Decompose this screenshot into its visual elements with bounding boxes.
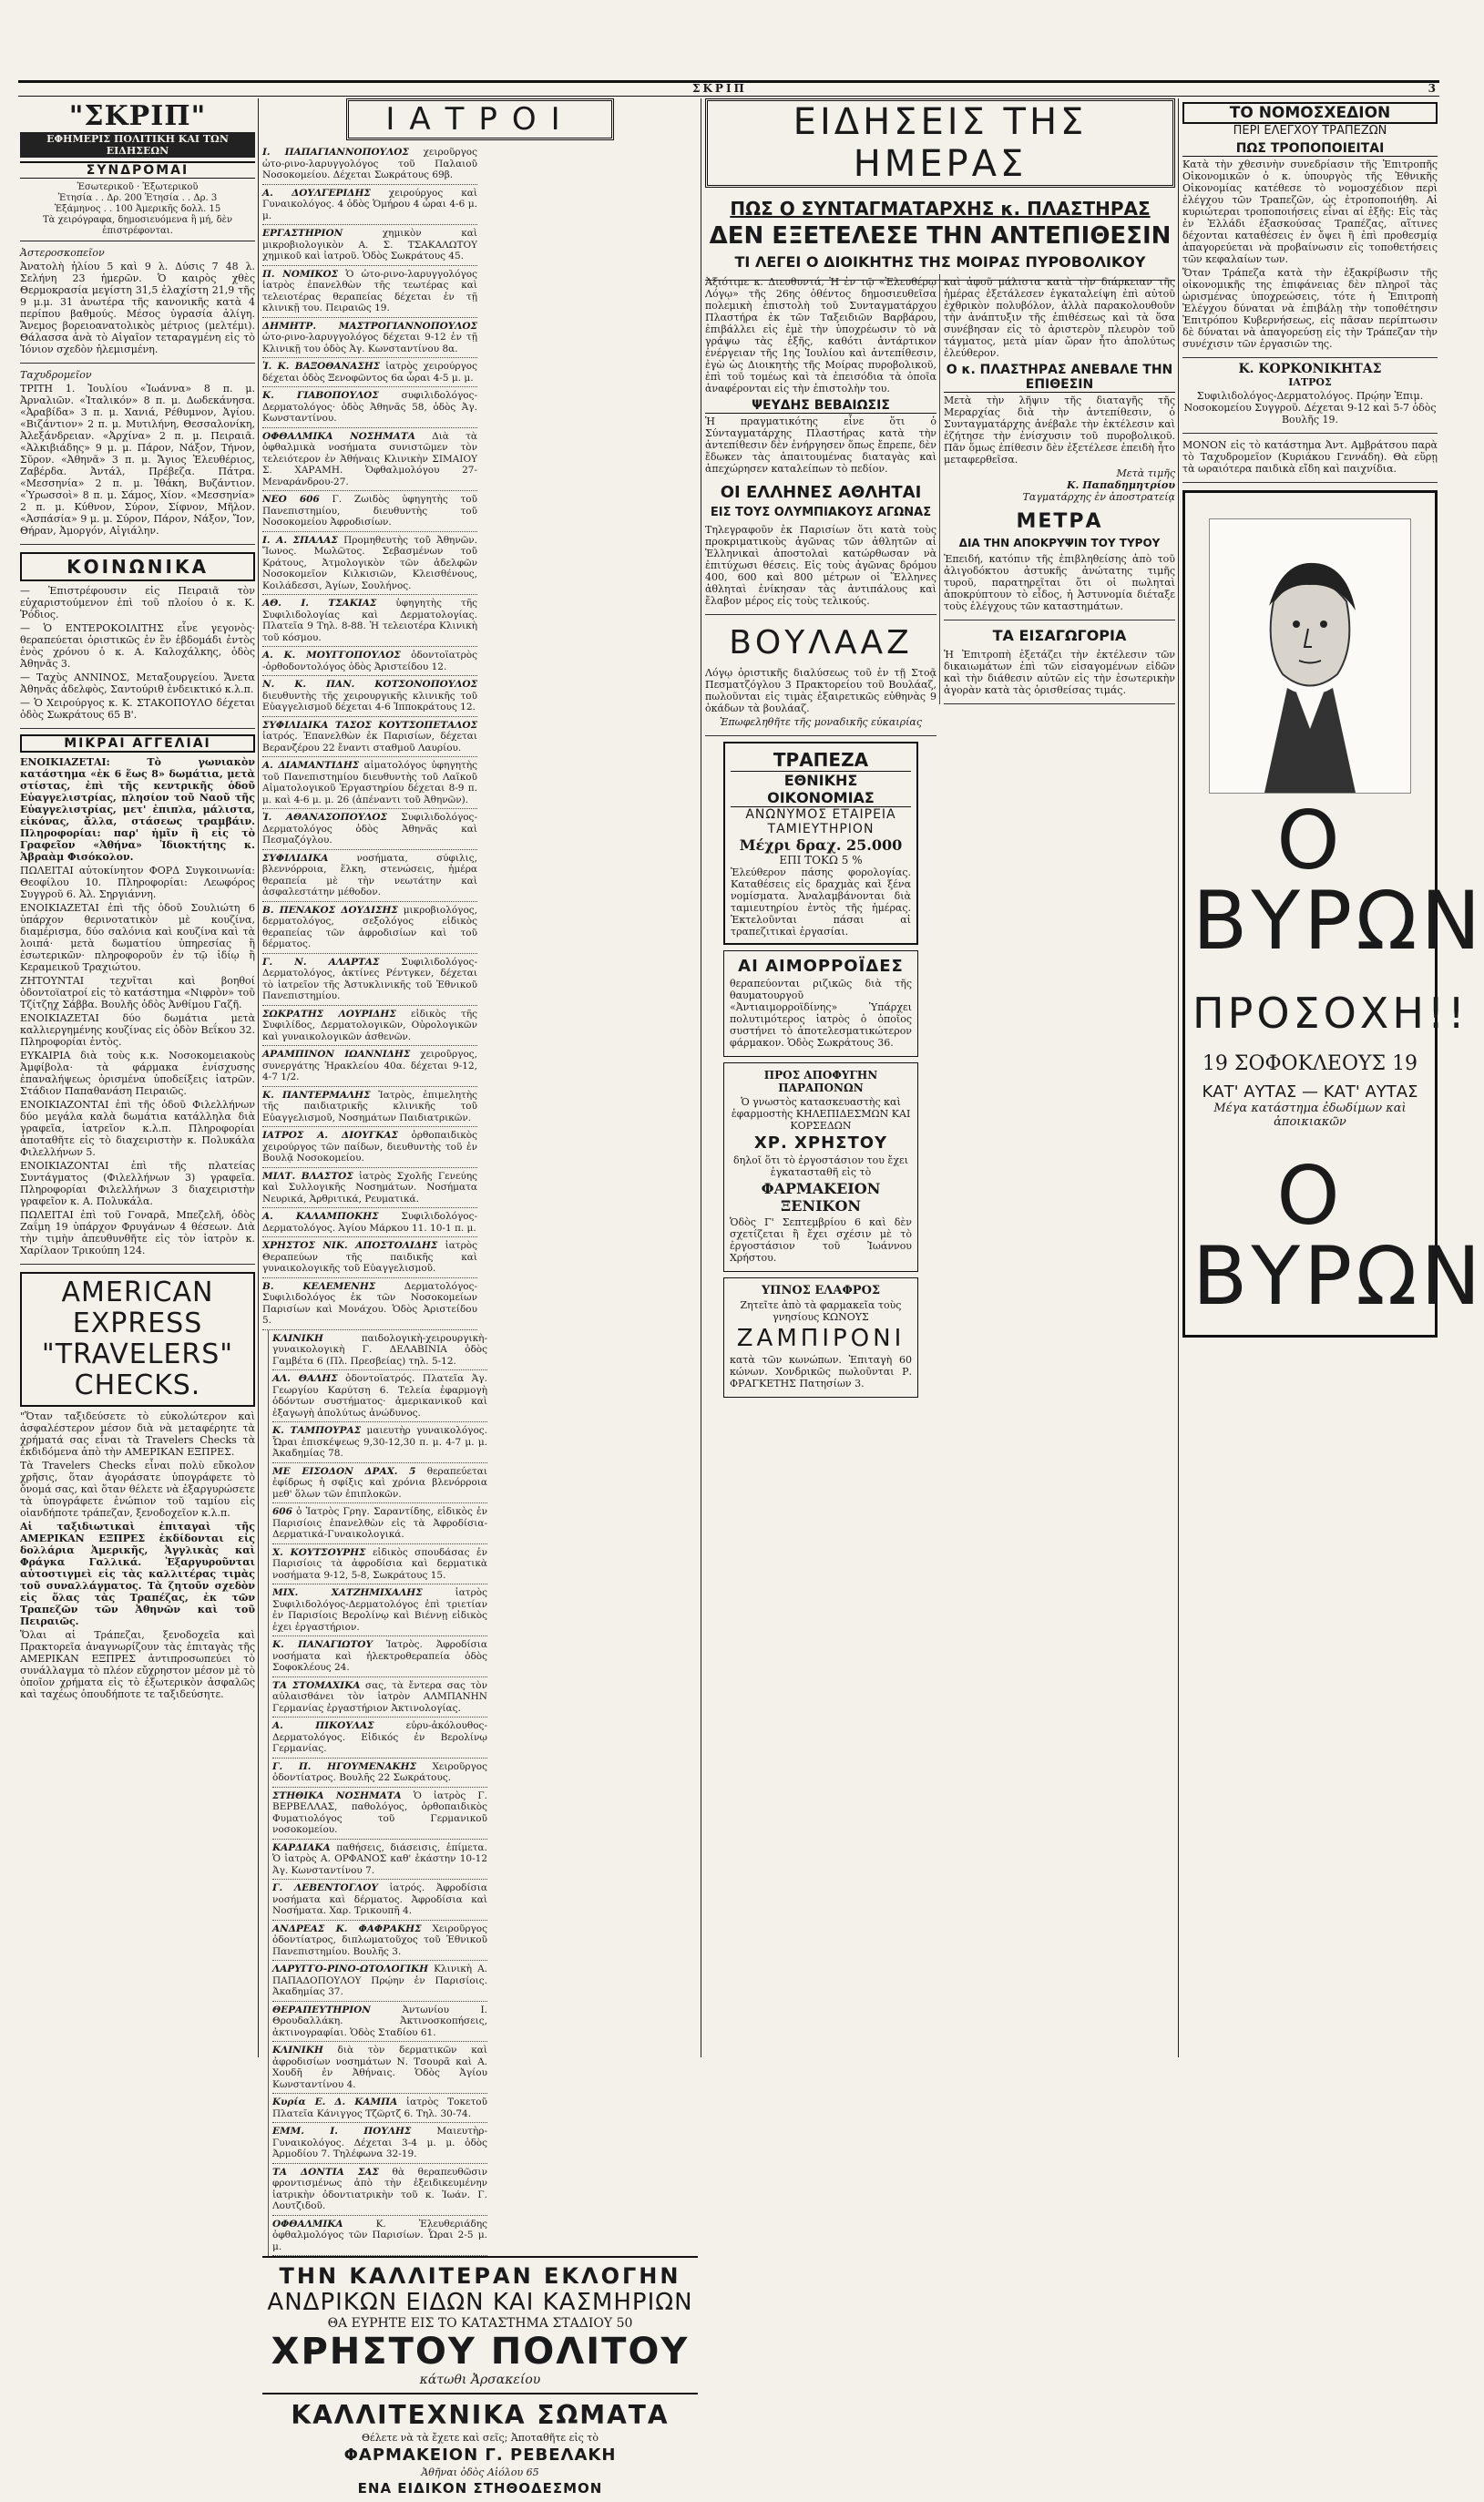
doctor-listing [262, 1127, 477, 1168]
doctor-details: χειροῦργος, συνεργάτης Ἡρακλείου 40α. δέχεται 9-12, 4-7 1/2. [262, 1049, 477, 1082]
doctor-name: ΝΕΟ 606 [262, 494, 320, 505]
byron-name: Ο ΒΥΡΩΝ [1192, 794, 1484, 968]
doctor-name: Κυρία Ε. Δ. ΚΑΜΠΑ [272, 2097, 398, 2107]
xristou-text: Ὁ γνωστὸς κατασκευαστὴς καὶ ἐφαρμοστὴς ΚΗΛΕΠΙΔΕΣΜΩΝ ΚΑΙ ΚΟΡΣΕΔΩΝ [731, 1095, 911, 1132]
doctor-listing [272, 2216, 487, 2257]
classified-item: ΖΗΤΟΥΝΤΑΙ τεχνῖται καὶ βοηθοί ὀδοντοϊατροί εἰς τὸ κατάστημα «Νιφρὸν» τοῦ Τζίτζηχ Σάββα. Βουλῆς ὁδὸς Ἀνθίμου Γαζῆ. [20, 975, 255, 1010]
portrait-icon [1210, 519, 1410, 793]
doctor-name: Χ. ΚΟΥΤΣΟΥΡΗΣ [272, 1546, 366, 1558]
doctor-name: Ἰ. Κ. ΒΑΞΟΘΑΝΑΣΗΣ [262, 361, 381, 372]
doctor-listing [262, 1168, 477, 1209]
doctor-details: θὰ θεραπευθῶσιν φροντισμένως ἀπὸ τὴν ἐξειδικευμένην ἰατρικὴν ὀδοντιατρικὴν τοῦ κ. Ἰωάν. Γ. Λουτζιδοῦ. [272, 2166, 487, 2211]
eisagoria-text: Ἡ Ἐπιτροπὴ ἐξετάζει τὴν ἐκτέλεσιν τῶν δικαιωμάτων ἐπὶ τῶν εἰσαγομένων εἰδῶν καὶ τὴν διάθεσιν αὐτῶν εἰς τὴν ἐσωτερικὴν ἀγορὰν κατὰ τὰς ὁρισθείσας τιμάς. [944, 648, 1175, 696]
xristou-pharmacy: ΦΑΡΜΑΚΕΙΟΝ ΞΕΝΙΚΟΝ [761, 1179, 881, 1215]
doctor-name: ΣΩΚΡΑΤΗΣ ΛΟΥΡΙΔΗΣ [262, 1008, 396, 1020]
zampironi-name: ΖΑΜΠΙΡΟΝΙ [736, 1324, 906, 1352]
monon-text: ΜΟΝΟΝ εἰς τὸ κατάστημα Ἀντ. Αμβράτσου παρὰ τὸ Ταχυδρομεῖον (Κυριάκου Γεννάδη). Θὰ εὕρῃ τὰ ωραιότερα παιδικὰ εἴδη καὶ παιχνίδια. [1182, 439, 1438, 475]
doctor-details: ἰατρὸς Σχολῆς Γενεύης καὶ Συλλογικῆς Νοσημάτων. Νοσήματα Νευρικά, Ἀρθριτικά, Ρευματικά. [262, 1170, 477, 1205]
article-section-title: Ο κ. ΠΛΑΣΤΗΡΑΣ ΑΝΕΒΑΛΕ ΤΗΝ ΕΠΙΘΕΣΙΝ [944, 363, 1175, 393]
doctors-listing [262, 144, 698, 2252]
doctor-details: ἰατρός. Ἐπανελθὼν ἐκ Παρισίων, δέχεται Βερανζέρου 22 ἔναντι σταθμοῦ Λαυρίου. [262, 731, 477, 754]
running-header-title: ΣΚΡΙΠ [692, 82, 747, 95]
doctor-name: ΧΡΗΣΤΟΣ ΝΙΚ. ΑΠΟΣΤΟΛΙΔΗΣ [262, 1240, 438, 1251]
doctor-listing [272, 1677, 487, 1718]
signature: Μετὰ τιμῆς [1116, 467, 1175, 480]
revelaki-title: ΚΑΛΛΙΤΕΧΝΙΚΑ ΣΩΜΑΤΑ [291, 2400, 670, 2430]
doctor-listing [262, 144, 477, 185]
column-right [1182, 98, 1484, 1338]
classified-item: ΕΝΟΙΚΙΑΖΕΤΑΙ δύο δωμάτια μετὰ καλλιεργημένης κουζίνας εἰς ὁδὸν Βεΐκου 32. Πληροφορίαι ἐντὸς. [20, 1012, 255, 1048]
doctor-listing [272, 2123, 487, 2164]
metra-text: Ἐπειδή, κατόπιν τῆς ἐπιβληθείσης ἀπὸ τοῦ ἀλιγοδόκτου ἀστυκῆς ἀνώτατης τιμῆς τυροῦ, παρατηρεῖται ὅτι οἱ πωληταὶ ἀποκρύπτουν τὸ εἶδος, ἡ Ἀστυνομία διέταξε τοὺς ἐλέγχους τῶν καταστημάτων. [944, 553, 1175, 613]
doctor-details: Χειροῦργος ὀδοντίατρος. Βουλῆς 22 Σωκράτους. [272, 1760, 487, 1783]
masthead-subtitle: ΕΦΗΜΕΡΙΣ ΠΟΛΙΤΙΚΗ ΚΑΙ ΤΩΝ ΕΙΔΗΣΕΩΝ [20, 132, 255, 158]
amex-text: Ὅλαι αἱ Τράπεζαι, ξενοδοχεῖα καὶ Πρακτορεῖα ἀναγνωρίζουν τὰς ἐπιταγὰς τῆς ΑΜΕΡΙΚΑΝ ΕΞΠΡΕΣ ἀντιπροσωπεύει τὸ συνάλλαγμα τὸ πλέον εὔχρηστον μέσον μὲ τὸ ὁποῖον χρήματα εἰς τὸ ἐξωτερικὸν ἀσφαλῶς καὶ ταχέως ὁπουδήποτε τε ταξιδεύσητε. [20, 1629, 255, 1700]
doctor-details: ἰατρὸς Τοκετοῦ Πλατεῖα Κάνιγγος Τζῶρτζ 6. Τηλ. 30-74. [272, 2097, 487, 2119]
classified-item: ΕΝΟΙΚΙΑΖΟΝΤΑΙ ἐπὶ τῆς πλατείας Συντάγματος (Φιλελλήνων 3) γραφεῖα. Πληροφορίαι Φιλελλήνων 3 διαχειριστὴν γραφεῖον κ. Α. Πολυκάλα. [20, 1160, 255, 1207]
doctor-details: χειρούργος καὶ Γυναικολόγος. 4 ὁδὸς Ὁμήρου 4 ὧραι 4-6 μ. μ. [262, 187, 477, 221]
doctor-listing [262, 532, 477, 596]
doctor-details: Ὁ ἰατρὸς Γ. ΒΕΡΒΕΛΛΑΣ, παθολόγος, ὀρθοπαιδικὸς Φυματιολόγος τοῦ Γερμανικοῦ νοσοκομείου. [272, 1789, 488, 1835]
article-headline: ΔΕΝ ΕΞΕΤΕΛΕΣΕ ΤΗΝ ΑΝΤΕΠΙΘΕΣΙΝ [709, 222, 1172, 250]
doctor-details: ἰατρὸς χειρούργος δέχεται ὁδὸς Ξενοφῶντος 6α ὧραι 4-5 μ. μ. [262, 361, 477, 384]
doctor-name: ΕΡΓΑΣΤΗΡΙΟΝ [262, 228, 343, 239]
doctor-listing [262, 1237, 477, 1278]
doctor-listing [272, 1503, 487, 1544]
olympic-article [705, 477, 936, 615]
doctor-details: Κλινικὴ Α. ΠΑΠΑΔΟΠΟΥΛΟΥ Πρῴην ἐν Παρισίοις. Ἀκαδημίας 37. [272, 1964, 488, 1997]
page-top-rule [18, 80, 1439, 97]
doctor-listing [262, 491, 477, 532]
doctors-header [262, 98, 698, 140]
doctor-name: Α. ΔΙΑΜΑΝΤΙΔΗΣ [262, 760, 360, 771]
doctor-details: Ἰατρὸς, ἐπιμελητὴς τῆς παιδιατρικῆς κλινικῆς τοῦ Εὐαγγελισμοῦ, Νοσημάτων Παιδιατρικῶν. [262, 1089, 477, 1123]
weather-label: Ἀστεροσκοπεῖον [20, 247, 105, 259]
doctor-details: μαιευτὴρ γυναικολόγος. Ὧραι ἐπισκέψεως 9,30-12,30 π. μ. 4-7 μ. μ. Ἀκαδημίας 78. [272, 1425, 487, 1459]
amex-text: "Ὅταν ταξιδεύσετε τὸ εὐκολώτερον καὶ ἀσφαλέστερον μέσον διὰ νὰ μεταφέρητε τὰ χρήματά σας εἶναι τὰ Travelers Checks τὰ ἐκδιδόμενα ἀπὸ τὴν ΑΜΕΡΙΚΑΝ ΕΞΠΡΕΣ. [20, 1410, 255, 1458]
classifieds-block [20, 729, 255, 1265]
byron-description: Μέγα κατάστημα ἐδωδίμων καὶ ἀποικιακῶν [1213, 1102, 1407, 1129]
voulaz-ad [705, 615, 936, 736]
doctor-listing [272, 1370, 487, 1422]
politou-line: κάτωθι Ἀρσακείου [419, 2373, 541, 2387]
doctor-listing [272, 1584, 487, 1636]
doctor-name: ΣΤΗΘΙΚΑ ΝΟΣΗΜΑΤΑ [272, 1789, 402, 1801]
doctor-listing [262, 1208, 477, 1237]
koinonika-title: ΚΟΙΝΩΝΙΚΑ [20, 552, 255, 581]
nomos-text: Ὅταν Τράπεζα κατὰ τὴν ἐξακρίβωσιν τῆς οἰκονομικῆς της ἐπιφάνειας δὲν πληροῖ τὰς ὡρισμένας ὑποχρεώσεις, τότε ἡ Ἐπιτροπὴ Ἐλέγχου δύναται νὰ ἐπιβάλῃ τὴν τοποθέτησιν Ἐπιτρόπου Κυβερνήσεως, εἰς πᾶσαν περίπτωσιν δὲ δύναται νὰ ἀπαγορεύσῃ εἰς τὴν Τράπεζαν τὴν συνέχισιν τῶν ἐργασιῶν της. [1182, 267, 1438, 350]
classified-item: ΠΩΛΕΙΤΑΙ αὐτοκίνητον ΦΟΡΔ Συγκοινωνία: Θεοφίλου 10. Πληροφορίαι: Λεωφόρος Συγγροῦ 6. Ἀλ. Σηργιάννη. [20, 865, 255, 900]
bank-line: ΤΡΑΠΕΖΑ [773, 748, 869, 771]
doctor-listing [262, 358, 477, 387]
column-rule [1178, 98, 1179, 2057]
doctor-name: Ν. Κ. ΠΑΝ. ΚΟΤΣΟΝΟΠΟΥΛΟΣ [262, 679, 477, 690]
doctor-name: ΑΡΑΜΠΙΝΟΝ ΙΩΑΝΝΙΔΗΣ [262, 1049, 411, 1060]
doctor-details: ἰατρὸς Συφιλιδολόγος-Δερματολόγος ἐπὶ τριετίαν ἐν Παρισίοις Βερολίνῳ καὶ Βιέννῃ εἰδικὸς ἐχει ἐργαστήριον. [272, 1587, 487, 1633]
subscriptions-title: ΣΥΝΔΡΟΜΑΙ [20, 161, 255, 179]
doctor-listing [272, 1463, 487, 1504]
doctor-name: ΑΘ. Ι. ΤΣΑΚΙΑΣ [262, 598, 377, 609]
doctor-listing [262, 717, 477, 758]
doctor-name: Γ. Π. ΗΓΟΥΜΕΝΑΚΗΣ [272, 1760, 417, 1772]
doctor-details: διευθυντὴς τῆς χειρουργικῆς κλινικῆς τοῦ Εὐαγγελισμοῦ δέχεται 4-6 Ἱπποκράτους 12. [262, 690, 477, 713]
doctor-listing [272, 1718, 487, 1759]
doctor-name: Κ. ΓΙΑΒΟΠΟΥΛΟΣ [262, 390, 379, 401]
doctor-listing [272, 2002, 487, 2043]
column-doctors [262, 98, 698, 2502]
doctor-name: Ἰ. ΑΘΑΝΑΣΟΠΟΥΛΟΣ [262, 812, 387, 823]
voulaz-title: ΒΟΥΛΑΑΖ [729, 623, 913, 661]
aimorroides-title: ΑΙ ΑΙΜΟΡΡΟΪΔΕΣ [738, 956, 904, 976]
amex-title-line: "TRAVELERS" CHECKS. [41, 1338, 234, 1401]
classified-item: ΠΩΛΕΙΤΑΙ ἐπὶ τοῦ Γοναρᾶ, Μπεζελῆ, ὁδὸς Ζαΐμη 19 ὑπάρχον Φρυγάνων 4 θέσεων. Διὰ τὴν τιμὴν ἀπευθυνθῆτε εἰς τὸν ἰατρὸν κ. Χαρίλαον Τρικούπη 124. [20, 1209, 255, 1256]
doctor-name: ΚΛΙΝΙΚΗ [272, 1332, 323, 1344]
doctor-details: Συφιλιδολόγος-Δερματολόγος ὁδὸς Ἀθηνᾶς καὶ Πεσμαζόγλου. [262, 812, 477, 846]
doctor-details: συφιλιδολόγος-Δερματολόγος· ὁδὸς Ἀθηνᾶς 58, ὁδὸς Ἀγ. Κωνσταντίνου. [262, 390, 477, 424]
doctor-details: θεραπεύεται ἐφίδρως ἡ σφίξις καὶ χρόνια βλενόρροια μεθ' ὅλων τῶν ἐπιπλοκῶν. [272, 1465, 488, 1500]
doctor-details: ὀδοντοϊατρὸς -ὀρθοδοντολόγος ὁδὸς Ἀριστείδου 12. [262, 650, 477, 672]
doctor-details: Συφιλιδολόγος-Δερματολόγος, ἀκτίνες Ρέντγκεν, δέχεται τὸ ἰατρεῖον τῆς Ἀστυκλινικῆς τοῦ Ἐθνικοῦ Πανεπιστημίου. [262, 956, 477, 1001]
doctor-name: ΕΜΜ. Ι. ΠΟΥΛΗΣ [272, 2126, 412, 2137]
doctor-listing [262, 647, 477, 676]
doctor-details: εὐρυ-ἀκόλουθος-Δερματολόγος. Εἰδικός ἐν Βερολίνῳ Γερμανίας. [272, 1720, 487, 1754]
doctor-details: σας, τὰ ἔντερα σας τὸν αὐλαισθάνει τὸν ἰατρὸν ΑΛΜΠΑΝΗΝ Γερμανίας ἐργαστήριον Ἀκτινολογίας. [272, 1679, 487, 1714]
doctors-title: ΙΑΤΡΟΙ [346, 98, 613, 140]
doctor-name: ΜΕ ΕΙΣΟΔΟΝ ΔΡΑΧ. 5 [272, 1465, 416, 1477]
korkonikitas-name: Κ. ΚΟΡΚΟΝΙΚΗΤΑΣ [1238, 362, 1382, 376]
byron-slogan: ΚΑΤ' ΑΥΤΑΣ — ΚΑΤ' ΑΥΤΑΣ [1202, 1082, 1418, 1102]
doctor-name: ΤΑ ΔΟΝΤΙΑ ΣΑΣ [272, 2166, 379, 2178]
subs-line: Ἑξάμηνος . . 100 Ἀμερικῆς δολλ. 15 [54, 204, 221, 214]
article-text: καὶ ἀφοῦ μάλιστα κατὰ τὴν διάρκειαν τῆς ἡμέρας ἐξετάλεσεν ἐγκαταλείψη ἐπὶ αὐτοῦ ἐχθρικὸν πολυβόλον, ἀλλὰ παρακολουθοῦν τὴν ἀνάπτυξιν τῆς ἐπιθέσεως καὶ τὰ ὅσα συνέβησαν εἰς τὸ ἀριστερὸν πλευρὸν τοῦ τάγματος, μετὰ μίαν ὥραν ἦτο ἀπολύτως ἐλεύθερον. [944, 276, 1175, 360]
mail-block [20, 364, 255, 545]
doctor-listing [272, 1544, 487, 1585]
xristou-title: ΠΡΟΣ ΑΠΟΦΥΓΗΝ ΠΑΡΑΠΟΝΩΝ [763, 1068, 878, 1094]
doctor-name: Α. Κ. ΜΟΥΓΓΟΠΟΥΛΟΣ [262, 650, 401, 661]
doctor-details: Διὰ τὰ ὀφθαλμικὰ νοσήματα συνιστῶμεν τὸν τελειότερον ἐν Ἀθήναις Κλινικὴν ΣΙΜΑΙΟΥ Σ. ΧΑΡΑΜΗ. Ὁφθαλμολόγου 27-Μεναράνδρου-27. [262, 430, 478, 487]
politou-ad [262, 2256, 698, 2393]
doctor-listing [272, 1330, 487, 1371]
doctor-details: Προμηθευτὴς τοῦ Ἀθηνῶν. Ἴωνος. Μωλῶτος. Σεβασμένων τοῦ Κράτους, Ἀτμολογικὸν τῶν ἀδελφῶν Νοσοκομεῖον Κιλκισιῶν, Κλεισθένους, Κοιλάδεσσι, Ἀγίων, Σουλήνος. [262, 534, 478, 591]
koinonika-item: — Ὁ ΕΝΤΕΡΟΚΟΙΛΙΤΗΣ εἶνε γεγονὸς· θεραπεύεται ὁριστικῶς ἐν ἓν ἑβδομάδι ἐντὸς ἐνὸς χρόνου ὁ κ. Α. Καλοχάλκης, ὁδὸς Ἀθηνᾶς 3. [20, 622, 255, 670]
doctor-name: ΜΙΛΤ. ΒΛΑΣΤΟΣ [262, 1170, 353, 1182]
article-text: Μετὰ τὴν λῆψιν τῆς διαταγῆς τῆς Μεραρχίας διὰ τὴν ἀντεπίθεσιν, ὁ Συνταγματάρχης ἀνέβαλε τὴν ἐκτέλεσιν καὶ ἐζήτησε τὴν ἐνίσχυσιν τοῦ πυροβολικοῦ. Πᾶν ὅμως ἐπίθεσιν δὲν ἐξετέλεσε ἐπειδὴ ἦτο μεταφερθεῖσα. [944, 395, 1175, 467]
doctor-listing [272, 1422, 487, 1463]
koinonika-item: — Ὁ Χειρούργος κ. Κ. ΣΤΑΚΟΠΟΥΛΟ δέχεται ὁδὸς Σωκράτους 65 Β'. [20, 697, 255, 721]
olympic-headline: ΟΙ ΕΛΛΗΝΕΣ ΑΘΛΗΤΑΙ [720, 483, 922, 503]
doctor-listing [272, 1759, 487, 1788]
doctor-listing [262, 318, 477, 359]
monon-ad [1182, 434, 1438, 483]
eisagoria-headline: ΤΑ ΕΙΣΑΓΩΓΟΡΙΑ [992, 627, 1127, 645]
news-title: ΕΙΔΗΣΕΙΣ ΤΗΣ ΗΜΕΡΑΣ [705, 98, 1175, 188]
doctor-details: διὰ τὸν δερματικῶν καὶ ἀφροδισίων νοσημάτων Ν. Τσουρᾶ καὶ Α. Χουδῆ ἐν Ἀθήναις. Ὁδὸς Ἀγίου Κωνσταντίνου 4. [272, 2045, 488, 2090]
korkonikitas-sub: ΙΑΤΡΟΣ [1288, 376, 1332, 388]
subs-line: Ἐσωτερικοῦ · Ἐξωτερικοῦ [77, 182, 199, 192]
doctor-listing [272, 2094, 487, 2123]
doctor-name: ΟΦΘΑΛΜΙΚΑ [272, 2218, 343, 2230]
doctor-details: παθήσεις, διάσεισις, ἐπίμετα. Ὁ ἰατρὸς Α. ΟΡΦΑΝΟΣ καθ' ἑκάστην 10-12 Ἀγ. Κωνσταντίνου 7. [272, 1841, 487, 1876]
doctor-listing [262, 266, 477, 318]
doctors-subcolumn-right [268, 1330, 487, 2257]
bank-line: ΑΝΩΝΥΜΟΣ ΕΤΑΙΡΕΙΑ [745, 806, 896, 822]
doctor-name: ΚΛΙΝΙΚΗ [272, 2045, 323, 2056]
column-rule [258, 98, 259, 2057]
article-headline: ΠΩΣ Ο ΣΥΝΤΑΓΜΑΤΑΡΧΗΣ κ. ΠΛΑΣΤΗΡΑΣ [730, 198, 1151, 220]
aimorroides-ad [723, 950, 918, 1057]
weather-block [20, 241, 255, 364]
olympic-subhead: ΕΙΣ ΤΟΥΣ ΟΛΥΜΠΙΑΚΟΥΣ ΑΓΩΝΑΣ [710, 505, 932, 519]
revelaki-ad [262, 2393, 698, 2502]
metra-headline: ΜΕΤΡΑ [1016, 510, 1103, 534]
doctor-name: ΚΑΡΔΙΑΚΑ [272, 1841, 331, 1853]
doctor-listing [272, 1788, 487, 1840]
doctor-name: Β. ΚΕΛΕΜΕΝΗΣ [262, 1280, 376, 1292]
classified-item: ΕΝΟΙΚΙΑΖΟΝΤΑΙ ἐπὶ τῆς ὁδοῦ Φιλελλήνων δύο μεγάλα καλὰ δωμάτια κατάλληλα διὰ γραφεῖα, ἰατρεῖον κ.λ.π. Πληροφορίαι ἀποταθῆτε εἰς τὸ διαχειριστὴν κ. Πολυκάλα Φιλελλήνων 5. [20, 1099, 255, 1158]
doctor-listing [262, 850, 477, 902]
article-subhead: ΤΙ ΛΕΓΕΙ Ο ΔΙΟΙΚΗΤΗΣ ΤΗΣ ΜΟΙΡΑΣ ΠΥΡΟΒΟΛΙΚΟΥ [734, 252, 1146, 271]
column-news [705, 98, 1175, 1403]
metra-subhead: ΔΙΑ ΤΗΝ ΑΠΟΚΡΥΨΙΝ ΤΟΥ ΤΥΡΟΥ [958, 536, 1161, 549]
doctor-listing [262, 1087, 477, 1128]
doctor-listing [272, 1921, 487, 1962]
nomos-article [1182, 98, 1438, 358]
byron-address: 19 ΣΟΦΟΚΛΕΟΥΣ 19 [1202, 1052, 1418, 1075]
zampironi-title: ΥΠΝΟΣ ΕΛΑΦΡΟΣ [761, 1283, 881, 1297]
zampironi-ad [723, 1277, 918, 1398]
article-text: Ἡ πραγματικότης εἶνε ὅτι ὁ Σύνταγματάρχης Πλαστήρας κατὰ τὴν ἀντεπίθεσιν δὲν ἐνήργησεν ὅπως ἔπρεπε, δὲν ἔδωκεν τὰς ἀπαιτουμένας διαταγὰς καὶ ἀπεχώρησεν καταλείπων τὸ πεδίον. [705, 415, 936, 476]
doctor-details: ὀρθοπαιδικὸς χειρούργος τῶν παίδων, διευθυντὴς τοῦ ἐν Βουλᾷ Νοσοκομείου. [262, 1130, 477, 1164]
koinonika-block [20, 545, 255, 729]
doctors-subcolumn-left [262, 144, 477, 1330]
doctor-listing [262, 387, 477, 428]
page-number: 3 [1428, 82, 1436, 95]
byron-portrait [1209, 518, 1411, 794]
doctor-listing [272, 1840, 487, 1881]
classified-item: ΕΝΟΙΚΙΑΖΕΤΑΙ: Τὸ γωνιακὸν κατάστημα «ἐκ 6 ἕως 8» δωμάτια, μετὰ στίστας, ἐπὶ τῆς κεντρικῆς ὁδοῦ Εὐαγγελιστρίας, πλησίον τοῦ Ναοῦ τῆς Εὐαγγελιστρίας, μετ' ἐπιπλα, μάλιστα, εἰκόνας, ἄλλα, στάσεως τραμβάιν. Πληροφορίαι: παρ' ἡμῖν ἢ εἰς τὸ Γραφεῖον «Ἀθήνα» Ἰδιοκτήτης κ. Ἀβραὰμ Φισόκολον. [20, 756, 255, 863]
doctor-listing [262, 809, 477, 850]
doctor-details: Μαιευτὴρ-Γυναικολόγος. Δέχεται 3-4 μ. μ. ὁδὸς Ἀρμοδίου 7. Τηλέφωνα 32-19. [272, 2126, 487, 2159]
metra-article [944, 503, 1175, 620]
doctor-listing [262, 428, 477, 492]
byron-ad [1182, 490, 1484, 1338]
byron-name: Ο ΒΥΡΩΝ [1192, 1149, 1484, 1323]
doctor-listing [262, 225, 477, 266]
doctor-listing [262, 757, 477, 809]
korkonikitas-text: Συφιλιδολόγος-Δερματολόγος. Πρῴην Ἐπιμ. Νοσοκομείου Συγγροῦ. Δέχεται 9-12 καὶ 5-7 ὁδὸς Βουλῆς 19. [1183, 390, 1437, 426]
doctor-details: ἰατρός. Ἀφροδίσια νοσήματα καὶ δέρματος. Ἀφροδίσια καὶ Νοσήματα. Χαρ. Τρικουπῆ 4. [272, 1882, 487, 1916]
amex-text: Τὰ Travelers Checks εἶναι πολὺ εὔκολον χρῆσις, ὅταν ἀγοράσατε ὑπογράφετε τὸ ὄνομά σας, καὶ ὅταν θέλετε νὰ ἐξαργυρώσετε τὰ ὑπογράφετε ἐνώπιον τοῦ ταμίου εἰς οἱανδήποτε τράπεζαν, ξενοδοχεῖον κ.λ.π. [20, 1460, 255, 1519]
revelaki-line: Θέλετε νὰ τὰ ἔχετε καὶ σεῖς; Ἀποταθῆτε εἰς τὸ [361, 2432, 599, 2444]
politou-line: ΘΑ ΕΥΡΗΤΕ ΕΙΣ ΤΟ ΚΑΤΑΣΤΗΜΑ ΣΤΑΔΙΟΥ 50 [327, 2316, 633, 2331]
doctor-name: 606 [272, 1506, 292, 1517]
doctor-details: ὁ Ἰατρὸς Γρηγ. Σαραντίδης, εἰδικὸς ἐν Παρισίοις ἐπανελθὼν εἰς τὰ Ἀφροδίσια-Δερματικά-Γυναικολογικά. [272, 1506, 488, 1540]
revelaki-line: Ἀθῆναι ὁδὸς Αἰόλου 65 [421, 2466, 539, 2478]
doctor-details: εἰδικὸς σπουδάσας ἐν Παρισίοις τὰ ἀφροδίσια καὶ δερματικὰ νοσήματα 9-12, 5-8, Σωκράτους 15. [272, 1546, 487, 1581]
classified-item: ΕΥΚΑΙΡΙΑ διὰ τοὺς κ.κ. Νοσοκομειακοὺς Ἀμφίβολα· τὰ φάρμακα ἐνίσχυσης ἐπαναλήψεως ὁρισμένα ὑποδείξεις ἰατρῶν. Στάδιον Παπαθανάση Πειραιῶς. [20, 1050, 255, 1097]
doctor-listing [262, 185, 477, 226]
doctor-listing [262, 676, 477, 717]
bank-line: ΕΠΙ ΤΟΚΩ 5 % [779, 853, 863, 866]
doctor-name: Γ. ΛΕΒΕΝΤΟΓΛΟΥ [272, 1882, 378, 1893]
doctor-name: Β. ΠΕΝΑΚΟΣ ΔΟΥΔΙΣΗΣ [262, 904, 398, 916]
politou-name: ΧΡΗΣΤΟΥ ΠΟΛΙΤΟΥ [271, 2331, 690, 2373]
doctor-listing [272, 1880, 487, 1921]
doctor-name: Π. ΝΟΜΙΚΟΣ [262, 268, 339, 280]
xristou-ad [723, 1062, 918, 1272]
weather-text: Ἀνατολὴ ἡλίου 5 καὶ 9 λ. Δύσις 7 48 λ. Σελήνη 23 ἡμερῶν. Ὁ καιρὸς χθὲς Θερμοκρασία μεγίστη 31,5 ἐλαχίστη 21,9 τῆς 9 μ.μ. 31 ἀνωτέρα τῆς κανονικῆς κατὰ 4 περίπου βαθμούς. Μέσος ὑγρασία ἀλίγη. Ἄνεμος βορειοανατολικὸς μέτριος (μελτέμι). Θάλασσα ἀνὰ τὸ Αἰγαῖον τεταραγμένη εἰς τὸ Ἰόνιον σχεδὸν ἠλεμισμένη. [20, 261, 255, 355]
doctor-listing [262, 902, 477, 954]
doctor-details: Κ. Ἐλευθεριάδης ὀφθαλμολόγος τῶν Παρισίων. Ὧραι 2-5 μ. μ. [272, 2218, 488, 2252]
bank-line: ΤΑΜΙΕΥΤΗΡΙΟΝ [767, 821, 875, 836]
doctor-name: Κ. ΠΑΝΤΕΡΜΑΛΗΣ [262, 1089, 371, 1101]
xristou-text: δηλοῖ ὅτι τὸ ἐργοστάσιον του ἔχει ἐγκατασταθῆ εἰς τὸ [732, 1154, 909, 1178]
doctor-name: ΤΑ ΣΤΟΜΑΧΙΚΑ [272, 1679, 361, 1691]
amex-text: Αἱ ταξιδιωτικαὶ ἐπιταγαὶ τῆς ΑΜΕΡΙΚΑΝ ΕΞΠΡΕΣ ἐκδίδονται εἰς δολλάρια Ἀμερικῆς, Ἀγγλικὰς καὶ Φράγκα Γαλλικά. Ἐξαργυροῦνται αὐτοστιγμεὶ εἰς τὰς καλλιτέρας τιμὰς τοῦ συναλλάγματος. Τὰ ζητοῦν σχεδὸν εἰς ὅλας τὰς Τραπέζας, ἐκ τῶν Τραπεζῶν τῶν Ἀθηνῶν καὶ τοῦ Πειραιῶς. [20, 1521, 255, 1627]
classified-item: ΕΝΟΙΚΙΑΖΕΤΑΙ ἐπὶ τῆς ὁδοῦ Σουλιώτη 6 ὑπάρχον θερινοτατικὸν μὲ κουζίνα, διαμέρισμα, δύο σαλόνια καὶ κουζίνα καὶ τὰ λοιπά· μετὰ δωματίου ὑπηρεσίας ἢ ἐσωτερικῶν· πληροφοροῦν ἐν τῷ ἰδίῳ ἢ Κεραμεικοῦ Τραχιώτου. [20, 902, 255, 973]
doctor-details: εἰδικὸς τῆς Συφιλίδος, Δερματολογικῶν, Οὐρολογικῶν καὶ γυναικολογικῶν ἀσθενῶν. [262, 1008, 478, 1042]
politou-line: ΑΝΔΡΙΚΩΝ ΕΙΔΩΝ ΚΑΙ ΚΑΣΜΗΡΙΩΝ [267, 2289, 693, 2316]
doctor-listing [262, 1046, 477, 1087]
bank-ad [723, 742, 918, 945]
korkonikitas-ad [1182, 358, 1438, 434]
doctor-details: Ὁ ὠτο-ρινο-λαρυγγολόγος ἰατρὸς ἐπανελθὼν τῆς τεωτέρας καὶ τελειοτέρας θεραπείας δέχεται ἐν τῇ κλινικῇ του. Πειραιῶς 19. [262, 268, 477, 313]
doctor-listing [272, 1961, 487, 2002]
doctor-name: Κ. ΠΑΝΑΓΙΩΤΟΥ [272, 1639, 373, 1650]
doctor-details: Χειροῦργος ὀδοντίατρος, διπλωματοῦχος τοῦ Ἐθνικοῦ Πανεπιστημίου. Βουλῆς 3. [272, 1923, 487, 1957]
doctor-listing [262, 595, 477, 647]
doctor-name: ΣΥΦΙΛΙΔΙΚΑ [262, 852, 329, 864]
article-text: Ἀξιότιμε κ. Διευθυντά, Ἡ ἐν τῷ «Ἐλευθέρῳ Λόγῳ» τῆς 26ης ὀθέντος δημοσιευθεῖσα πολεμικὴ ἐπιστολὴ τοῦ Συνταγματάρχου Πλαστήρα ἐκ τῶν Ταξειδιῶν Βαρβάρου, ἐπιβάλλει εἰς ἐμὲ τὴν ὑποχρέωσιν τὸ νὰ γράψω τὰς ἑξῆς, καθότι ἀντάρτικον ἐνέργειαν τῆς 1ης Ἰουλίου καὶ ἀντεπίθεσιν, ἐγὼ ὡς Διοικητὴς τῆς Μοίρας πυροβολικοῦ, ἐπὶ τοῦ τομέως καὶ τὰ ἐπεισόδια τὰ ὁποῖα ἀναφέρονται εἰς τὴν ἐπιστολὴν του. [705, 276, 936, 395]
aimorroides-text: θεραπεύονται ριζικῶς διὰ τῆς θαυματουργοῦ «Ἀντιαιμορροϊδίνης» Ὑπάρχει πολυτιμότερος ἰατρὸς ὁ ὁποῖος συστήνει τὸ ἀποτελεσματικώτερον φάρμακον. Ὁδὸς Σωκράτους 36. [730, 977, 912, 1049]
doctor-listing [272, 2042, 487, 2094]
nomos-subhead: ΠΩΣ ΤΡΟΠΟΠΟΙΕΙΤΑΙ [1182, 141, 1438, 157]
doctor-name: Γ. Ν. ΑΛΑΡΤΑΣ [262, 956, 380, 968]
doctor-details: ὑφηγητὴς τῆς Συφιλιδολογίας καὶ Δερματολογίας. Πλατεῖα 9 Τηλ. 8-88. Ἡ τελειοτέρα Κλινικὴ τοῦ κόσμου. [262, 598, 477, 643]
doctor-details: Δερματολόγος-Συφιλιδολόγος ἐκ τῶν Νοσοκομείων Παρισίων καὶ Μονάχου. Ὁδὸς Ἀριστείδου 5. [262, 1280, 477, 1326]
bank-line: ΕΘΝΙΚΗΣ ΟΙΚΟΝΟΜΙΑΣ [731, 771, 911, 807]
doctor-name: Α. ΚΑΛΑΜΠΟΚΗΣ [262, 1211, 379, 1222]
doctor-name: Κ. ΤΑΜΠΟΥΡΑΣ [272, 1425, 362, 1436]
revelaki-line: ΕΝΑ ΕΙΔΙΚΟΝ ΣΤΗΘΟΔΕΣΜΟΝ [357, 2480, 603, 2497]
doctor-details: Συφιλιδολόγος-Δερματολόγος. Ἀγίου Μάρκου 11. 10-1 π. μ. [262, 1211, 478, 1234]
xristou-text: Ὁδὸς Γ' Σεπτεμβρίου 6 καὶ δὲν σχετίζεται ἢ ἔχει σχέσιν μὲ τὸ ἐργοστάσιον τοῦ Ἰωάννου Χρήστου. [730, 1215, 912, 1264]
amex-title-line: AMERICAN EXPRESS [61, 1277, 214, 1339]
doctor-details: παιδολογικὴ-χειρουργικὴ-γυναικολογικὴ Γ. ΔΕΛΑΒΙΝΙΑ ὁδὸς Γαμβέτα 6 (Πλ. Πρεσβείας) τηλ. 5-12. [272, 1332, 487, 1367]
column-left [20, 98, 255, 1707]
doctor-name: ΑΛ. ΘΑΛΗΣ [272, 1373, 338, 1384]
politou-line: ΤΗΝ ΚΑΛΛΙΤΕΡΑΝ ΕΚΛΟΓΗΝ [279, 2263, 681, 2289]
mail-text: ΤΡΙΤΗ 1. Ἰουλίου «Ἰωάννα» 8 π. μ. Ἀρναλιῶν. «Ἰταλικόν» 8 π. μ. Δωδεκάνησα. «Ἀραβίδα» 3 π. μ. Χανιά, Ρέθυμνον, Ἀγίου. «Βιζάντιον» 2 π. μ. Μυτιλήνη, Θεσσαλονίκη, Ἀλεξάνδρειαν. «Ἀρχίνα» 2 π. μ. Πειραιᾶ. «Ἀλκιβιάδης» 9 μ. μ. Πάρον, Νάξον, Τήνον, Σῦρον. «Ἀθηνᾶ» 3 π. μ. Ἄγιος Ἐλευθέριος, Ζαβέρδα. Ἀντάλ, Πρέβεζα. Πάτρα. «Μεσσηνία» 2 π. μ. Ἰθάκη, Βυζάντιον. «Ὑρωσσοὶ» 8 π. μ. Σάμος, Χίον. «Μεσσηνία» 2 π. μ. Κύθνον, Σύρον, Σίφνον, Μῆλον. «Ἀσπάσία» 9 μ. μ. Σύρον, Πάρον, Νάξον, Ἴον, Θήραν, Ἀμοργόν, Αἰγιάλην. [20, 383, 255, 537]
doctor-listing [272, 2164, 487, 2216]
doctor-details: μικροβιολόγος, δερματολόγος, σεξολόγος εἰδικὸς θεραπείας τῶν ἀφροδισίων καὶ τοῦ δέρματος. [262, 904, 477, 949]
doctor-name: Ι. Α. ΣΠΑΛΑΣ [262, 534, 338, 546]
doctor-details: ὠτο-ρινο-λαρυγγολόγος δέχεται 9-12 ἐν τῇ Κλινικῇ του ὁδὸς Ἀγ. Κωνσταντίνου 8α. [262, 332, 477, 354]
signature: Κ. Παπαδημητρίου [1067, 479, 1175, 492]
koinonika-item: — Ἐπιστρέφουσιν εἰς Πειραιᾶ τὸν εὐχαριστούμενον ἐπὶ τοῦ πλοίου ὁ κ. Κ. Ῥόδιος. [20, 585, 255, 620]
subs-note: Τὰ χειρόγραφα, δημοσιευόμενα ἢ μή, δὲν ἐπιστρέφονται. [42, 215, 233, 236]
doctor-details: χειροῦργος ὠτο-ρινο-λαρυγγολόγος τοῦ Παλαιοῦ Νοσοκομείου. Δέχεται Σωκράτους 69β. [262, 147, 477, 180]
voulaz-text: Λόγῳ ὁριστικῆς διαλύσεως τοῦ ἐν τῇ Στοᾷ Πεσματζόγλου 3 Πρακτορείου τοῦ Βουλάαζ, πωλοῦνται εἰς τιμὰς ἐξαιρετικῶς εὐθηνὰς 9 ὀκάδων τὰ βουλάαζ. [705, 666, 936, 714]
xristou-name: ΧΡ. ΧΡΗΣΤΟΥ [753, 1133, 888, 1153]
masthead-title: "ΣΚΡΙΠ" [68, 100, 207, 132]
mail-label: Ταχυδρομεῖον [20, 369, 92, 381]
signature: Ταγματάρχης ἐν ἀποστρατείᾳ [1022, 491, 1175, 504]
nomos-subtitle: ΠΕΡΙ ΕΛΕΓΧΟΥ ΤΡΑΠΕΖΩΝ [1233, 124, 1387, 138]
zampironi-text: Ζητεῖτε ἀπὸ τὰ φαρμακεῖα τοὺς γνησίους ΚΩΝΟΥΣ [740, 1298, 902, 1323]
doctor-details: Γ. Ζωιδὸς ὑφηγητὴς τοῦ Πανεπιστημίου, διευθυντὴς τοῦ Νοσοκομείου Ἀφροδισίων. [262, 494, 477, 528]
article-section-title: ΨΕΥΔΗΣ ΒΕΒΑΙΩΣΙΣ [705, 398, 936, 414]
doctor-name: ΘΕΡΑΠΕΥΤΗΡΙΟΝ [272, 2004, 371, 2015]
doctor-listing [272, 1636, 487, 1677]
zampironi-text: κατὰ τῶν κωνώπων. Ἐπιταγὴ 60 κώνων. Χονδρικῶς πωλοῦνται Ρ. ΦΡΑΓΚΕΤΗΣ Πατησίων 3. [730, 1353, 912, 1389]
doctor-name: ΑΝΔΡΕΑΣ Κ. ΦΑΦΡΑΚΗΣ [272, 1923, 422, 1934]
doctor-name: Α. ΠΙΚΟΥΛΑΣ [272, 1720, 374, 1731]
nomos-title: ΤΟ ΝΟΜΟΣΧΕΔΙΟΝ [1182, 102, 1438, 124]
nomos-text: Κατὰ τὴν χθεσινὴν συνεδρίασιν τῆς Ἐπιτροπῆς Οἰκονομικῶν ὁ κ. ὑπουργὸς τῆς Ἐθνικῆς Οἰκονομίας κατέθεσε τὸ νομοσχέδιον περὶ ἐλέγχου τῶν Τραπεζῶν, ὡς ἐτροποποιήθη. Αἱ κυριώτεραι τροποποιήσεις εἶναι αἱ ἑξῆς: Εἰς τὰς ἐν Ἑλλάδι ἐξασκούσας Τραπέζας, αἵτινες δέχονται καταθέσεις ἐν ὄψει ἢ ἐπὶ προθεσμίᾳ ἀπαγορεύεται νὰ προβαίνωσιν εἰς τοποθετήσεις τῶν κεφαλαίων των. [1182, 159, 1438, 265]
doctor-listing [262, 1006, 477, 1047]
doctor-listing [262, 1278, 477, 1330]
doctor-name: ΛΑΡΥΓΓΟ-ΡΙΝΟ-ΩΤΟΛΟΓΙΚΗ [272, 1964, 429, 1974]
bank-line: Μέχρι δραχ. 25.000 [739, 836, 903, 854]
classifieds-title: ΜΙΚΡΑΙ ΑΓΓΕΛΙΑΙ [20, 734, 255, 753]
doctor-details: νοσήματα, σύφιλις, βλεννόρροια, ἕλκη, στενώσεις, ἡμέρα θεραπεία μὲ τὴν νεωτάτην καὶ ἀσφαλεστάτην μέθοδον. [262, 852, 477, 897]
doctor-details: Ἰατρὸς. Ἀφροδίσια νοσήματα καὶ ἠλεκτροθεραπεία ὁδὸς Σοφοκλέους 24. [272, 1639, 487, 1673]
doctor-name: Α. ΔΟΥΛΓΕΡΙΔΗΣ [262, 187, 371, 199]
subs-line: Ἐτησία . . Δρ. 200 Ἐτησία . . Δρ. 3 [57, 193, 218, 203]
olympic-text: Τηλεγραφοῦν ἐκ Παρισίων ὅτι κατὰ τοὺς προκριματικοὺς ἀγῶνας τῶν ἀθλητῶν αἱ Ἑλληνικαὶ ἀποστολαὶ κατώρθωσαν νὰ ἐπιτύχωσι θέσεις. Εἰς τοὺς ἀγῶνας δρόμου 400, 600 καὶ 800 μέτρων οἱ Ἕλληνες ἀθληταὶ ἐνίκησαν τὰς ἀντιπάλους καὶ ἔλαβον μέρος εἰς τοὺς τελικούς. [705, 523, 936, 607]
koinonika-item: — Ταχὺς ΑΝΝΙΝΟΣ, Μεταξουργείου. Ἄνετα Ἀθηνᾶς ἀδελφὸς, Σαντούριθ ἑνδεικτικό κ.λ.π. [20, 672, 255, 695]
doctor-name: ΜΙΧ. ΧΑΤΖΗΜΙΧΑΛΗΣ [272, 1587, 423, 1598]
doctor-details: ὀδοντοϊατρός. Πλατεῖα Ἀγ. Γεωργίου Καρύτση 6. Τελεία ἐφαρμογὴ ὀδόντων συστήματος· ἀμερικανικοῦ καὶ ἐξαγωγὴ ἀπολύτως ἀνώδυνος. [272, 1373, 488, 1419]
revelaki-pharmacy: ΦΑΡΜΑΚΕΙΟΝ Γ. ΡΕΒΕΛΑΚΗ [343, 2446, 617, 2465]
voulaz-note: Ἐπωφεληθῆτε τῆς μοναδικῆς εὐκαιρίας [720, 715, 922, 728]
bank-text: Ἐλεύθερον πάσης φορολογίας. Καταθέσεις εἰς δραχμὰς καὶ ξένα νομίσματα. Ἀναλαμβάνονται διὰ ταμιευτηρίου ἐντὸς τῆς ἡμέρας. Ἐκτελοῦνται πάσαι αἱ τραπεζιτικαὶ ἐργασίαι. [731, 866, 911, 938]
doctor-name: ΟΦΘΑΛΜΙΚΑ ΝΟΣΗΜΑΤΑ [262, 430, 415, 442]
doctor-name: ΣΥΦΙΛΙΔΙΚΑ ΤΑΣΟΣ ΚΟΥΤΣΟΠΕΤΑΛΟΣ [262, 719, 477, 731]
eisagoria-article [944, 620, 1175, 703]
doctor-name: ΔΗΜΗΤΡ. ΜΑΣΤΡΟΓΙΑΝΝΟΠΟΥΛΟΣ [262, 320, 477, 332]
doctor-details: αἰματολόγος ὑφηγητὴς τοῦ Πανεπιστημίου διευθυντὴς τοῦ Λαϊκοῦ Αἱματολογικοῦ Ἐργαστηρίου δέχεται 8-9 π. μ. καὶ 4-6 μ. μ. 26 (ἀπέναντι τοῦ Ἀθηνῶν). [262, 760, 477, 805]
doctor-listing [262, 954, 477, 1006]
doctor-name: Ι. ΠΑΠΑΓΙΑΝΝΟΠΟΥΛΟΣ [262, 147, 409, 158]
masthead [20, 98, 255, 241]
byron-prosoxi: ΠΡΟΣΟΧΗ!! [1192, 989, 1469, 1038]
doctor-details: Ἀντωνίου Ι. Θρουδαλλάκη. Ἀκτινοσκοπήσεις, ἀκτινογραφίαι. Ὁδὸς Σταδίου 61. [272, 2004, 487, 2038]
amex-title [20, 1272, 255, 1407]
amex-ad [20, 1265, 255, 1707]
doctor-details: χημικὸν καὶ μικροβιολογικὸν Α. Σ. ΤΣΑΚΑΛΩΤΟΥ χημικοῦ καὶ ἰατροῦ. Ὁδὸς Σωκράτους 45. [262, 228, 477, 261]
doctor-name: ΙΑΤΡΟΣ Α. ΔΙΟΥΓΚΑΣ [262, 1130, 398, 1141]
doctor-details: ἰατρὸς Θεραπεύων τῆς παιδικῆς καὶ γυναικολογικῆς τοῦ Εὐαγγελισμοῦ. [262, 1240, 477, 1274]
